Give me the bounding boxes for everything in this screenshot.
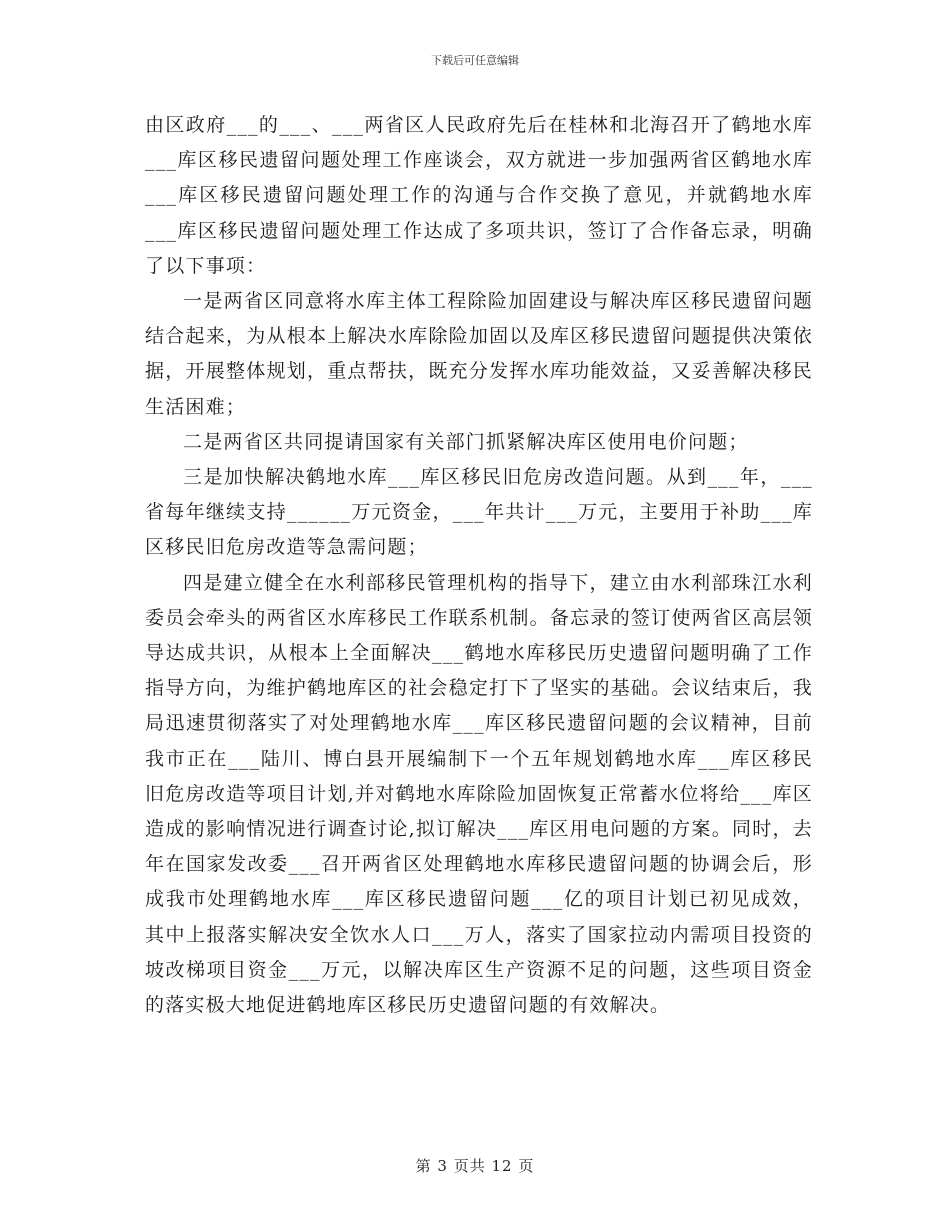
paragraph-4: 三是加快解决鹤地水库___库区移民旧危房改造问题。从到___年，___省每年继续支持______万元资金，___年共计___万元，主要用于补助___库区移民旧危房改造等急需问题； — [145, 466, 813, 559]
paragraph-3: 二是两省区共同提请国家有关部门抓紧解决库区使用电价问题； — [183, 430, 749, 453]
page-header: 下载后可任意编辑 — [431, 54, 519, 67]
page-number: 第 3 页共 12 页 — [415, 1157, 535, 1175]
paragraph-2: 一是两省区同意将水库主体工程除险加固建设与解决库区移民遗留问题结合起来，为从根本上解决水库除险加固以及库区移民遗留问题提供决策依据，开展整体规划，重点帮扶，既充分发挥水库功能效益，又妥善解决移民生活困难； — [145, 290, 813, 418]
paragraph-1: 由区政府___的___、___两省区人民政府先后在桂林和北海召开了鹤地水库___库区移民遗留问题处理工作座谈会，双方就进一步加强两省区鹤地水库___库区移民遗留问题处理工作的沟通与合作交换了意见，并就鹤地水库___库区移民遗留问题处理工作达成了多项共识，签订了合作备忘录，明确了以下事项： — [145, 114, 813, 277]
paragraph-5: 四是建立健全在水利部移民管理机构的指导下，建立由水利部珠江水利委员会牵头的两省区水库移民工作联系机制。备忘录的签订使两省区高层领导达成共识，从根本上全面解决___鹤地水库移民历史遗留问题明确了工作指导方向，为维护鹤地库区的社会稳定打下了坚实的基础。会议结束后，我局迅速贯彻落实了对处理鹤地水库___库区移民遗留问题的会议精神，目前我市正在___陆川、博白县开展编制下一个五年规划鹤地水库___库区移民旧危房改造等项目计划,并对鹤地水库除险加固恢复正常蓄水位将给___库区造成的影响情况进行调查讨论,拟订解决___库区用电问题的方案。同时，去年在国家发改委___召开两省区处理鹤地水库移民遗留问题的协调会后，形成我市处理鹤地水库___库区移民遗留问题___亿的项目计划已初见成效，其中上报落实解决安全饮水人口___万人，落实了国家拉动内需项目投资的坡改梯项目资金___万元，以解决库区生产资源不足的问题，这些项目资金的落实极大地促进鹤地库区移民历史遗留问题的有效解决。 — [145, 571, 813, 1017]
document-body — [145, 108, 813, 1023]
